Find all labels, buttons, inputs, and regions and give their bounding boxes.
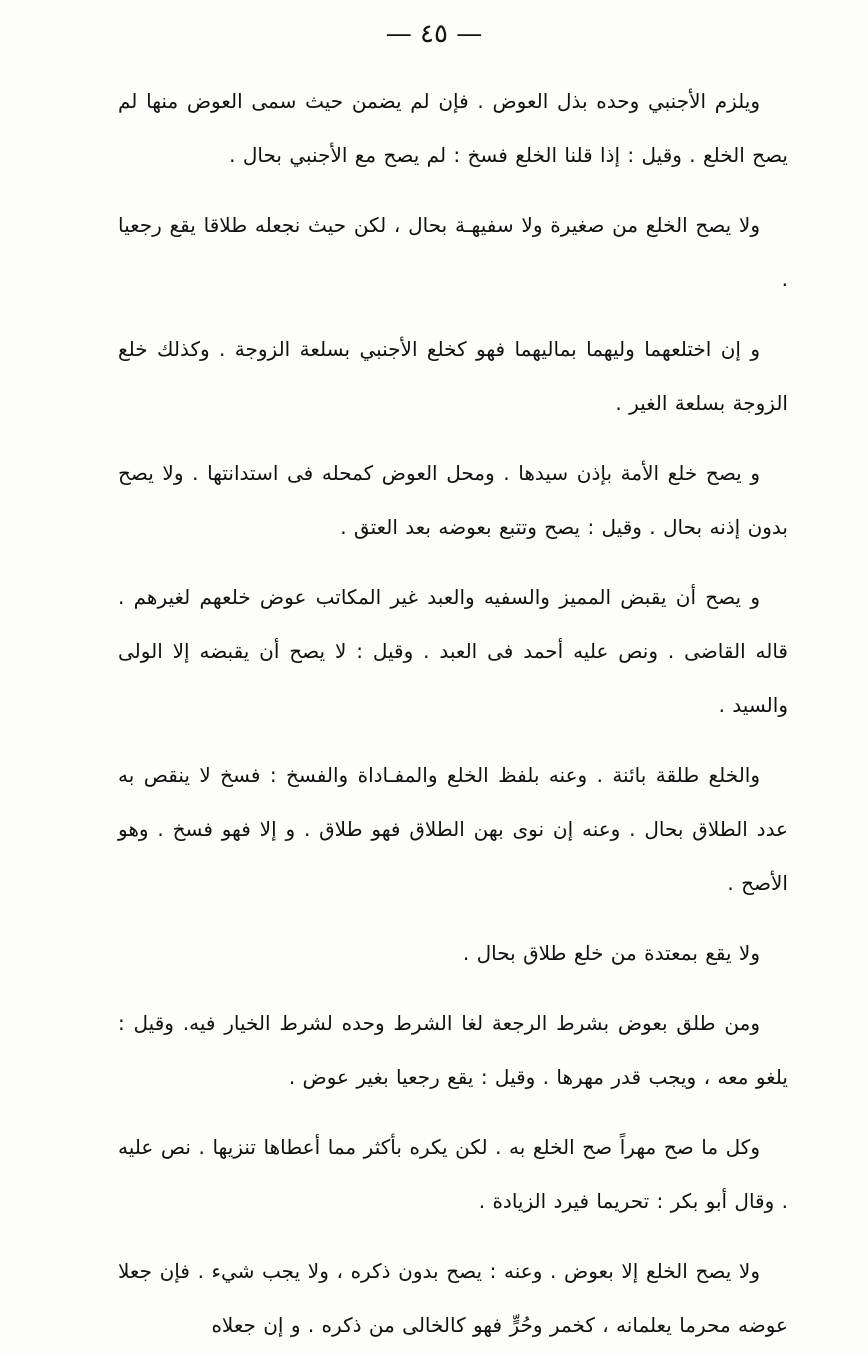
page-body [118,74,788,1368]
page-number: — ٤٥ — [385,19,483,49]
paragraph-7: ولا يقع بمعتدة من خلع طلاق بحال . [462,941,760,965]
paragraph-8: ومن طلق بعوض بشرط الرجعة لغا الشرط وحده لشرط الخيار فيه. وقيل : يلغو معه ، ويجب قدر مهرها . وقيل : يقع رجعيا بغير عوض . [118,1011,788,1089]
paragraph-1: ويلزم الأجنبي وحده بذل العوض . فإن لم يضمن حيث سمى العوض منها لم يصح الخلع . وقيل : إذا قلنا الخلع فسخ : لم يصح مع الأجنبي بحال . [118,89,788,167]
paragraph-5: و يصح أن يقبض المميز والسفيه والعبد غير المكاتب عوض خلعهم لغيرهم . قاله القاضى . ونص عليه أحمد فى العبد . وقيل : لا يصح أن يقبضه إلا الولى والسيد . [118,585,788,717]
paragraph-9: وكل ما صح مهراً صح الخلع به . لكن يكره بأكثر مما أعطاها تنزيها . نص عليه . وقال أبو بكر : تحريما فيرد الزيادة . [118,1135,788,1213]
paragraph-4: و يصح خلع الأمة بإذن سيدها . ومحل العوض كمحله فى استدانتها . ولا يصح بدون إذنه بحال . وقيل : يصح وتتبع بعوضه بعد العتق . [118,461,788,539]
paragraph-6: والخلع طلقة بائنة . وعنه بلفظ الخلع والمفـاداة والفسخ : فسخ لا ينقص به عدد الطلاق بحال . وعنه إن نوى بهن الطلاق فهو طلاق . و إلا فهو فسخ . وهو الأصح . [118,763,788,895]
paragraph-2: ولا يصح الخلع من صغيرة ولا سفيهـة بحال ، لكن حيث نجعله طلاقا يقع رجعيا . [118,213,788,291]
paragraph-10: ولا يصح الخلع إلا بعوض . وعنه : يصح بدون ذكره ، ولا يجب شيء . فإن جعلا عوضه محرما يعلمانه ، كخمر وحُرٍّ فهو كالخالى من ذكره . و إن جعلاه [118,1259,788,1337]
paragraph-3: و إن اختلعهما وليهما بماليهما فهو كخلع الأجنبي بسلعة الزوجة . وكذلك خلع الزوجة بسلعة الغير . [118,337,788,415]
